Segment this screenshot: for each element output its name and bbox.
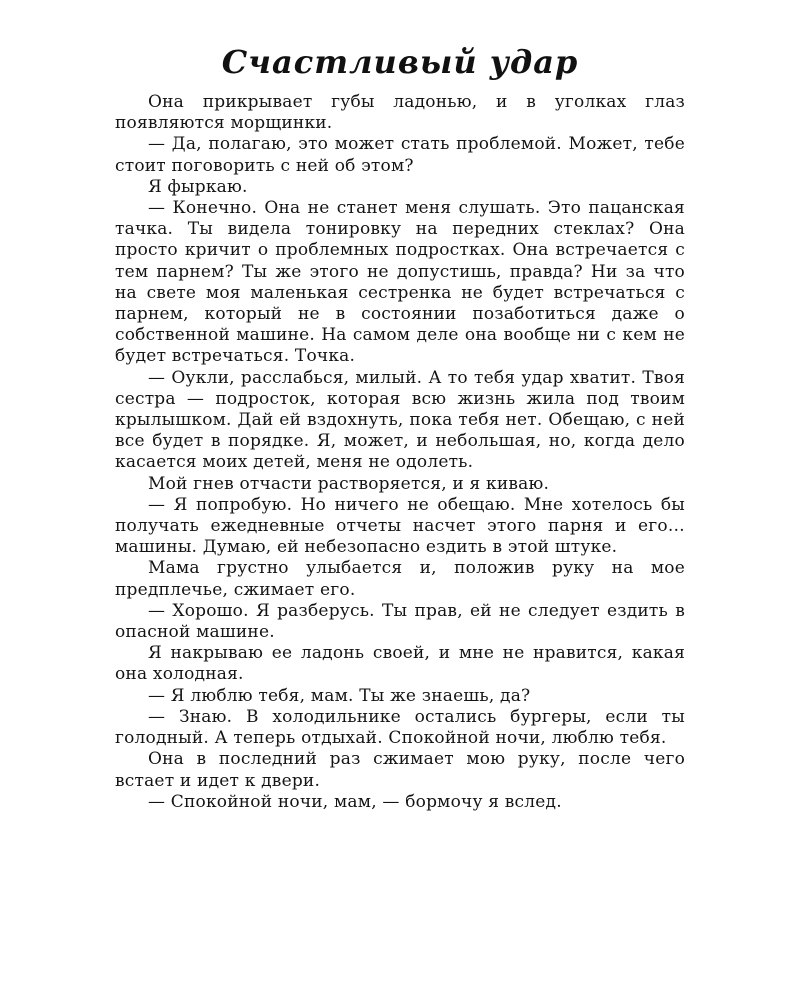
paragraph: — Оукли, расслабься, милый. А то тебя удар хватит. Твоя сестра — подросток, которая всю жизнь жила под твоим крылышком. Дай ей вздохнуть, пока тебя нет. Обещаю, с ней все будет в порядке. Я, может, и небольшая, но, когда дело касается моих детей, меня не одолеть. [115, 367, 685, 473]
paragraph: Я накрываю ее ладонь своей, и мне не нравится, какая она холодная. [115, 643, 685, 685]
paragraph: — Знаю. В холодильнике остались бургеры, если ты голодный. А теперь отдыхай. Спокойной ночи, люблю тебя. [115, 706, 685, 749]
paragraph: — Спокойной ночи, мам, — бормочу я вслед. [148, 791, 562, 812]
paragraph: — Конечно. Она не станет меня слушать. Это пацанская тачка. Ты видела тонировку на передних стеклах? Она просто кричит о проблемных подростках. Она встречается с тем парнем? Ты же этого не допустишь, правда? Ни за что на свете моя маленькая сестренка не будет встречаться с парнем, который не в состоянии позаботиться даже о собственной машине. На самом деле она вообще ни с кем не будет встречаться. Точка. [115, 198, 685, 367]
paragraph: — Да, полагаю, это может стать проблемой. Может, тебе стоит поговорить с ней об этом? [115, 134, 685, 176]
paragraph: Мой гнев отчасти растворяется, и я киваю. [148, 473, 550, 494]
paragraph: Она в последний раз сжимает мою руку, после чего встает и идет к двери. [115, 749, 685, 791]
chapter-title: Счастливый удар [221, 43, 579, 81]
body-text [115, 92, 685, 813]
paragraph: — Я люблю тебя, мам. Ты же знаешь, да? [148, 685, 531, 706]
book-page [115, 40, 685, 813]
paragraph: — Хорошо. Я разберусь. Ты прав, ей не следует ездить в опасной машине. [115, 600, 685, 643]
paragraph: Мама грустно улыбается и, положив руку на мое предплечье, сжимает его. [115, 558, 685, 600]
paragraph: Она прикрывает губы ладонью, и в уголках глаз появляются морщинки. [115, 92, 685, 134]
paragraph: Я фыркаю. [148, 176, 248, 197]
paragraph: — Я попробую. Но ничего не обещаю. Мне хотелось бы получать ежедневные отчеты насчет этого парня и его… машины. Думаю, ей небезопасно ездить в этой штуке. [115, 494, 685, 558]
